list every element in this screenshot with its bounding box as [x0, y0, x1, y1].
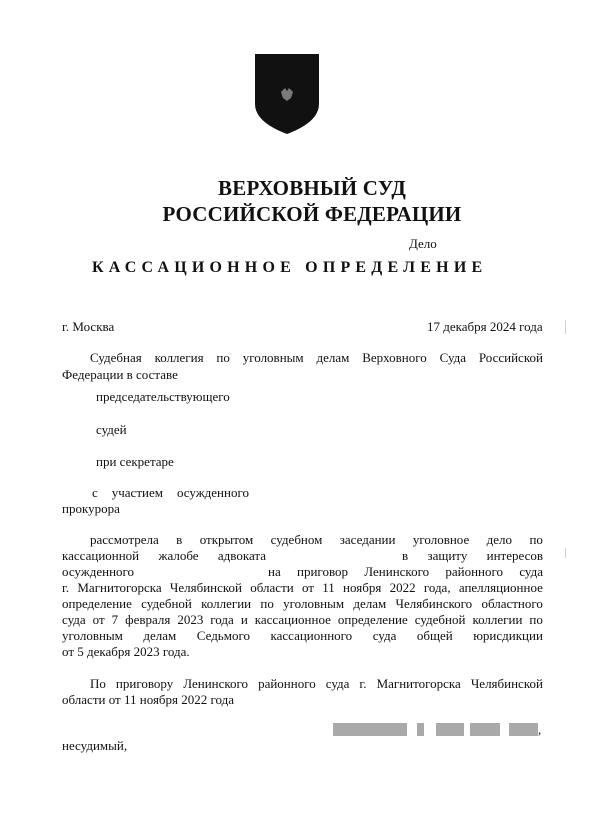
word: юрисдикции: [473, 628, 543, 643]
word: осужденного: [176, 485, 249, 500]
word: По: [90, 676, 106, 691]
word: в: [402, 548, 409, 563]
word: жалобе: [158, 548, 199, 563]
word: приговор: [297, 564, 348, 579]
redaction-block: [470, 723, 500, 736]
paragraph-line: области от 11 ноября 2022 года: [62, 692, 235, 707]
word: февраля: [125, 612, 171, 627]
word: судебном: [270, 532, 323, 547]
word: от: [92, 612, 105, 627]
place: г. Москва: [62, 319, 115, 334]
word: с: [92, 485, 98, 500]
word: коллегии: [472, 612, 523, 627]
word: уголовным: [283, 596, 345, 611]
word: участием: [111, 485, 163, 500]
word: областного: [481, 596, 543, 611]
word: по: [529, 612, 543, 627]
paragraph-line: [62, 548, 266, 564]
word: уголовное: [412, 532, 470, 547]
word: Ленинского: [364, 564, 430, 579]
case-label: Дело: [409, 236, 437, 251]
word: суда: [325, 676, 350, 691]
redaction-block: [417, 723, 424, 736]
word: Суда: [439, 350, 467, 365]
secretary-label: при секретаре: [96, 454, 174, 469]
word: делам: [143, 628, 177, 643]
word: открытом: [199, 532, 254, 547]
word: Челябинской: [169, 580, 242, 595]
word: области: [250, 580, 294, 595]
paragraph-line: [402, 548, 543, 564]
word: 2022: [389, 580, 416, 595]
word: кассационное: [254, 612, 331, 627]
word: коллегии: [201, 596, 252, 611]
paragraph-line: [62, 580, 543, 596]
word: 7: [111, 612, 119, 627]
court-name-line1: ВЕРХОВНЫЙ СУД: [218, 176, 406, 200]
word: судебной: [414, 612, 466, 627]
word: рассмотрела: [90, 532, 159, 547]
word: определение: [337, 612, 408, 627]
word: апелляционное: [458, 580, 543, 595]
redaction-block: [436, 723, 464, 736]
word: общей: [416, 628, 453, 643]
word: Магнитогорска: [376, 676, 461, 691]
paragraph-line: [90, 676, 543, 692]
paragraph-line: Федерации в составе: [62, 367, 178, 382]
court-name-line2: РОССИЙСКОЙ ФЕДЕРАЦИИ: [162, 202, 462, 226]
word: Челябинского: [395, 596, 473, 611]
scan-mark: [565, 320, 566, 334]
word: Судебная: [90, 350, 142, 365]
word: судебной: [141, 596, 192, 611]
word: в: [176, 532, 183, 547]
paragraph-line: [62, 612, 543, 628]
word: Ленинского: [183, 676, 249, 691]
judges-label: судей: [96, 422, 127, 437]
word: районного: [258, 676, 316, 691]
redaction-block: [333, 723, 407, 736]
word: районного: [445, 564, 504, 579]
word: ноября: [343, 580, 382, 595]
word: суда: [519, 564, 543, 579]
prosecutor-label: прокурора: [62, 501, 120, 516]
word: кассационной: [62, 548, 140, 563]
word: делам: [316, 350, 350, 365]
scan-mark: [565, 548, 566, 558]
word: суда: [372, 628, 397, 643]
word: от: [301, 580, 314, 595]
word: дело: [486, 532, 513, 547]
word: кассационного: [270, 628, 353, 643]
paragraph-line: [268, 564, 543, 580]
word: уголовным: [242, 350, 304, 365]
word: интересов: [486, 548, 543, 563]
paragraph-line: от 5 декабря 2023 года.: [62, 644, 190, 659]
word: Челябинской: [470, 676, 543, 691]
word: адвоката: [217, 548, 266, 563]
paragraph-line: [90, 350, 543, 366]
word: г.: [359, 676, 367, 691]
word: по: [260, 596, 274, 611]
word: суда: [62, 612, 86, 627]
word: Магнитогорска: [77, 580, 162, 595]
word: Седьмого: [196, 628, 250, 643]
comma: ,: [538, 722, 542, 737]
document-title: КАССАЦИОННОЕ ОПРЕДЕЛЕНИЕ: [92, 259, 488, 276]
word: года,: [423, 580, 451, 595]
word: делам: [353, 596, 387, 611]
paragraph-line: [62, 628, 543, 644]
word: защиту: [427, 548, 468, 563]
word: на: [268, 564, 281, 579]
word: и: [240, 612, 248, 627]
participation-label: [92, 485, 249, 501]
presiding-label: председательствующего: [96, 389, 230, 404]
word: уголовным: [62, 628, 123, 643]
word: года: [210, 612, 234, 627]
word: приговору: [115, 676, 174, 691]
word: 2023: [177, 612, 204, 627]
date: 17 декабря 2024 года: [427, 319, 543, 334]
word: по: [216, 350, 230, 365]
word: 11: [322, 580, 335, 595]
word: Российской: [478, 350, 543, 365]
word: г.: [62, 580, 70, 595]
paragraph-line: [62, 596, 543, 612]
paragraph-line: [90, 532, 543, 548]
paragraph-line: осужденного: [62, 564, 135, 579]
redaction-block: [509, 723, 538, 736]
nesudimy-label: несудимый,: [62, 738, 128, 753]
word: заседании: [339, 532, 396, 547]
court-emblem-icon: [253, 52, 321, 136]
word: по: [529, 532, 543, 547]
word: Верховного: [362, 350, 427, 365]
word: коллегия: [154, 350, 204, 365]
word: определение: [62, 596, 132, 611]
